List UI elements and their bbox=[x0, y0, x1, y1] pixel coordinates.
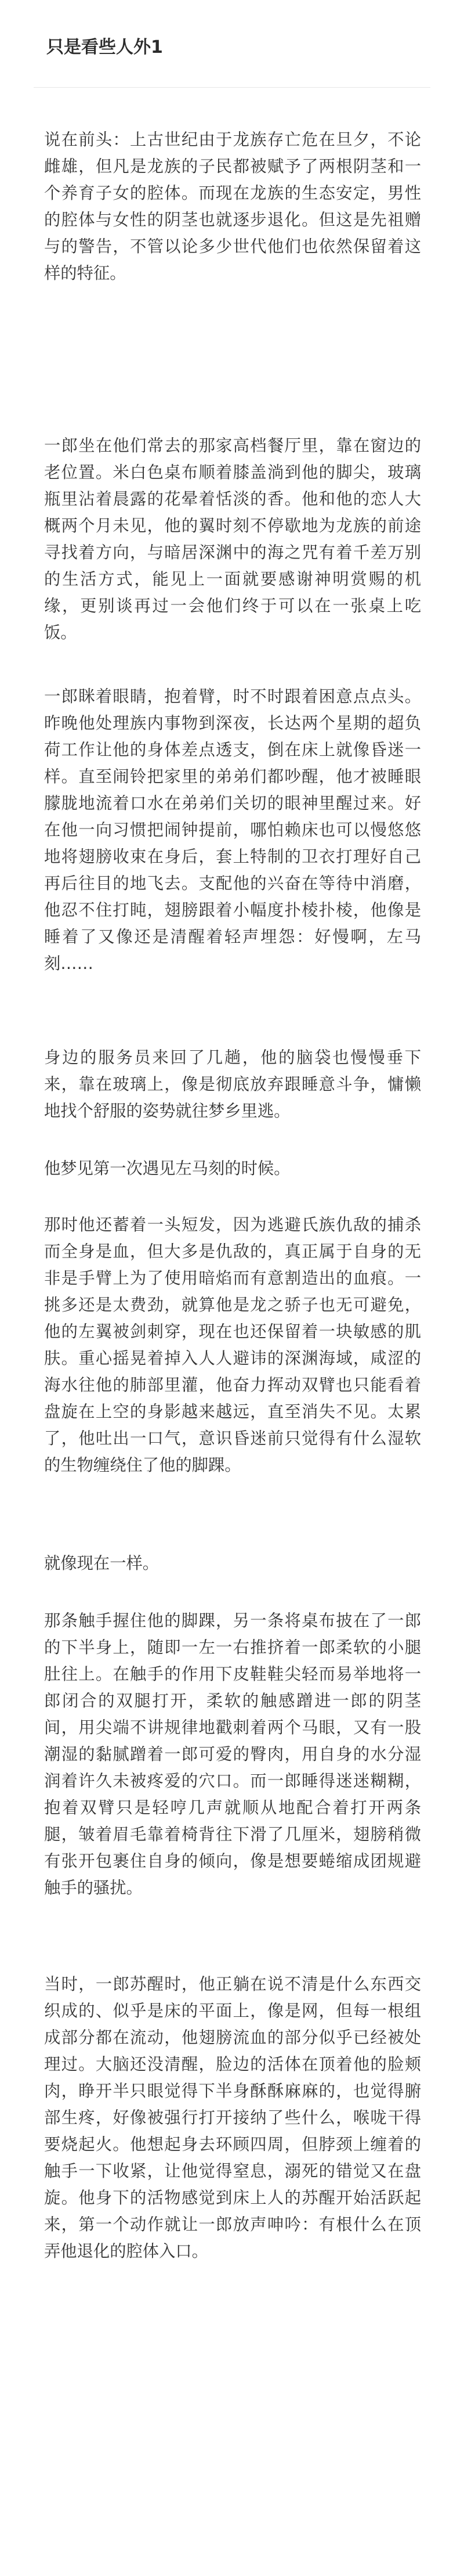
paragraph-memory: 那时他还蓄着一头短发，因为逃避氏族仇敌的捕杀而全身是血，但大多是仇敌的，真正属于自身的无非是手臂上为了使用暗焰而有意割造出的血痕。一挑多还是太费劲，就算他是龙之骄子也无可避免，他的左翼被剑刺穿，现在也还保留着一块敏感的肌肤。重心摇晃着掉入人人避讳的深渊海域，咸涩的海水往他的肺部里灌，他奋力挥动双臂也只能看着盘旋在上空的身影越来越远，直至消失不见。太累了，他吐出一口气，意识昏迷前只觉得有什么湿软的生物缠绕住了他的脚踝。 bbox=[44, 1215, 421, 1475]
paragraph-restaurant: 一郎坐在他们常去的那家高档餐厅里，靠在窗边的老位置。米白色桌布顺着膝盖淌到他的脚尖，玻璃瓶里沾着晨露的花晕着恬淡的香。他和他的恋人大概两个月未见，他的翼时刻不停歇地为龙族的前途寻找着方向，与暗居深渊中的海之咒有着千差万别的生活方式，能见上一面就要感谢神明赏赐的机缘，更别谈再过一会他们终于可以在一张桌上吃饭。 bbox=[44, 436, 421, 642]
article-title: 只是看些人外1 bbox=[46, 37, 163, 57]
paragraph-preface: 说在前头：上古世纪由于龙族存亡危在旦夕，不论雌雄，但凡是龙族的子民都被赋予了两根阴茎和一个养育子女的腔体。而现在龙族的生态安定，男性的腔体与女性的阴茎也就逐步退化。但这是先祖赠与的警告，不管以论多少世代他们也依然保留着这样的特征。 bbox=[44, 130, 421, 283]
paragraph-dozing: 一郎眯着眼睛，抱着臂，时不时跟着困意点点头。昨晚他处理族内事物到深夜，长达两个星期的超负荷工作让他的身体差点透支，倒在床上就像昏迷一样。直至闹铃把家里的弟弟们都吵醒，他才被睡眼朦胧地流着口水在弟弟们关切的眼神里醒过来。好在他一向习惯把闹钟提前，哪怕赖床也可以慢悠悠地将翅膀收束在身后，套上特制的卫衣打理好自己再后往目的地飞去。支配他的兴奋在等待中消磨，他忍不住打盹，翅膀跟着小幅度扑棱扑棱，他像是睡着了又像还是清醒着轻声埋怨：好慢啊，左马刻…… bbox=[44, 687, 421, 973]
paragraph-tentacles: 那条触手握住他的脚踝，另一条将桌布披在了一郎的下半身上，随即一左一右推挤着一郎柔软的小腿肚往上。在触手的作用下皮鞋鞋尖轻而易举地将一郎闭合的双腿打开，柔软的触感蹭进一郎的阴茎间，用尖端不讲规律地戳刺着两个马眼，又有一股潮湿的黏腻蹭着一郎可爱的臀肉，用自身的水分湿润着许久未被疼爱的穴口。而一郎睡得迷迷糊糊，抱着双臂只是轻哼几声就顺从地配合着打开两条腿，皱着眉毛靠着椅背往下滑了几厘米，翅膀稍微有张开包裹住自身的倾向，像是想要蜷缩成团规避触手的骚扰。 bbox=[44, 1611, 421, 1897]
paragraph-like-now: 就像现在一样。 bbox=[44, 1554, 160, 1573]
paragraph-waiter: 身边的服务员来回了几趟，他的脑袋也慢慢垂下来，靠在玻璃上，像是彻底放弃跟睡意斗争，慵懒地找个舒服的姿势就往梦乡里逃。 bbox=[44, 1048, 421, 1121]
title-divider bbox=[34, 87, 430, 88]
paragraph-dream: 他梦见第一次遇见左马刻的时候。 bbox=[44, 1159, 291, 1178]
paragraph-awakening: 当时，一郎苏醒时，他正躺在说不清是什么东西交织成的、似乎是床的平面上，像是网，但每一根组成部分都在流动，他翅膀流血的部分似乎已经被处理过。大脑还没清醒，脸边的活体在顶着他的脸颊肉，睁开半只眼觉得下半身酥酥麻麻的，也觉得腑部生疼，好像被强行打开接纳了些什么，喉咙干得要烧起火。他想起身去环顾四周，但脖颈上缠着的触手一下收紧，让他觉得窒息，溺死的错觉又在盘旋。他身下的活物感觉到床上人的苏醒开始活跃起来，第一个动作就让一郎放声呻吟：有根什么在顶弄他退化的腔体入口。 bbox=[44, 1975, 421, 2261]
